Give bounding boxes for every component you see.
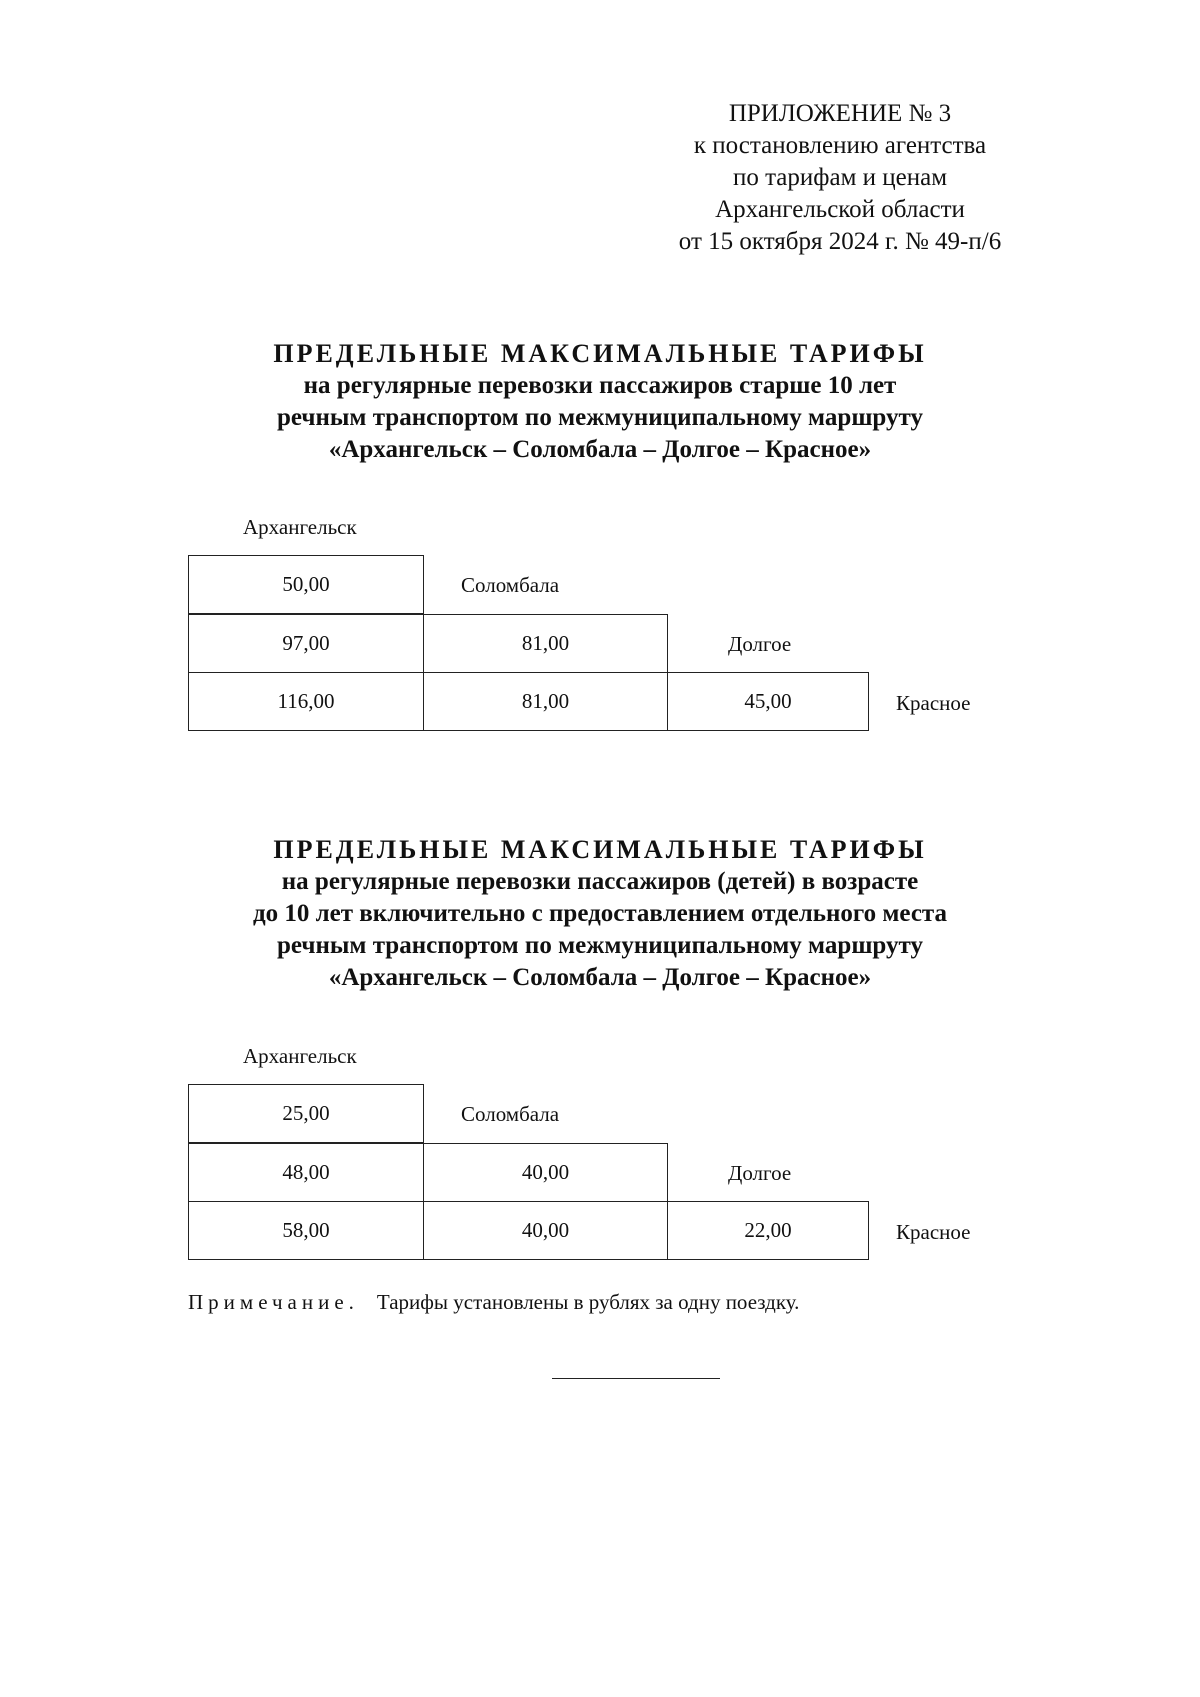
stop-label-arkhangelsk: Архангельск	[243, 515, 357, 539]
heading-route: «Архангельск – Соломбала – Долгое – Красное»	[328, 436, 872, 463]
tariff-cell: 25,00	[188, 1084, 424, 1143]
heading-line: на регулярные перевозки пассажиров (детей) в возрасте	[281, 868, 919, 895]
stop-label-solombala: Соломбала	[461, 1102, 560, 1126]
footnote	[188, 1290, 799, 1315]
tariff-cell: 48,00	[188, 1143, 424, 1202]
stop-label-solombala: Соломбала	[461, 573, 560, 597]
heading-line: на регулярные перевозки пассажиров старше 10 лет	[303, 372, 897, 399]
tariff-cell: 45,00	[667, 672, 869, 731]
heading-line: речным транспортом по межмуниципальному маршруту	[277, 404, 923, 431]
heading-title: ПРЕДЕЛЬНЫЕ МАКСИМАЛЬНЫЕ ТАРИФЫ	[273, 339, 927, 368]
tariff-cell: 81,00	[423, 614, 668, 673]
appendix-date: от 15 октября 2024 г. № 49-п/6	[678, 228, 1002, 255]
heading-route: «Архангельск – Соломбала – Долгое – Красное»	[328, 964, 872, 991]
tariff-cell: 97,00	[188, 614, 424, 673]
heading-line: до 10 лет включительно с предоставлением отдельного места	[253, 900, 947, 927]
appendix-number: ПРИЛОЖЕНИЕ № 3	[728, 100, 952, 127]
stop-label-dolgoe: Долгое	[728, 1161, 792, 1185]
appendix-line: по тарифам и ценам	[732, 164, 948, 191]
tariff-cell: 58,00	[188, 1201, 424, 1260]
stop-label-arkhangelsk: Архангельск	[243, 1044, 357, 1068]
appendix-header	[640, 98, 1040, 258]
appendix-line: к постановлению агентства	[693, 132, 987, 159]
stop-label-dolgoe: Долгое	[728, 632, 792, 656]
tariff-heading-children	[160, 834, 1040, 994]
tariff-cell: 22,00	[667, 1201, 869, 1260]
tariff-cell: 40,00	[423, 1143, 668, 1202]
tariff-cell: 50,00	[188, 555, 424, 614]
stop-label-krasnoe: Красное	[896, 1220, 971, 1244]
note-label: Примечание.	[188, 1290, 359, 1314]
heading-title: ПРЕДЕЛЬНЫЕ МАКСИМАЛЬНЫЕ ТАРИФЫ	[273, 835, 927, 864]
note-text: Тарифы установлены в рублях за одну поездку.	[376, 1290, 800, 1314]
tariff-cell: 40,00	[423, 1201, 668, 1260]
tariff-cell: 81,00	[423, 672, 668, 731]
tariff-heading-adults	[160, 338, 1040, 466]
closing-rule	[552, 1378, 720, 1379]
heading-line: речным транспортом по межмуниципальному маршруту	[277, 932, 923, 959]
appendix-line: Архангельской области	[715, 196, 965, 223]
stop-label-krasnoe: Красное	[896, 691, 971, 715]
tariff-cell: 116,00	[188, 672, 424, 731]
